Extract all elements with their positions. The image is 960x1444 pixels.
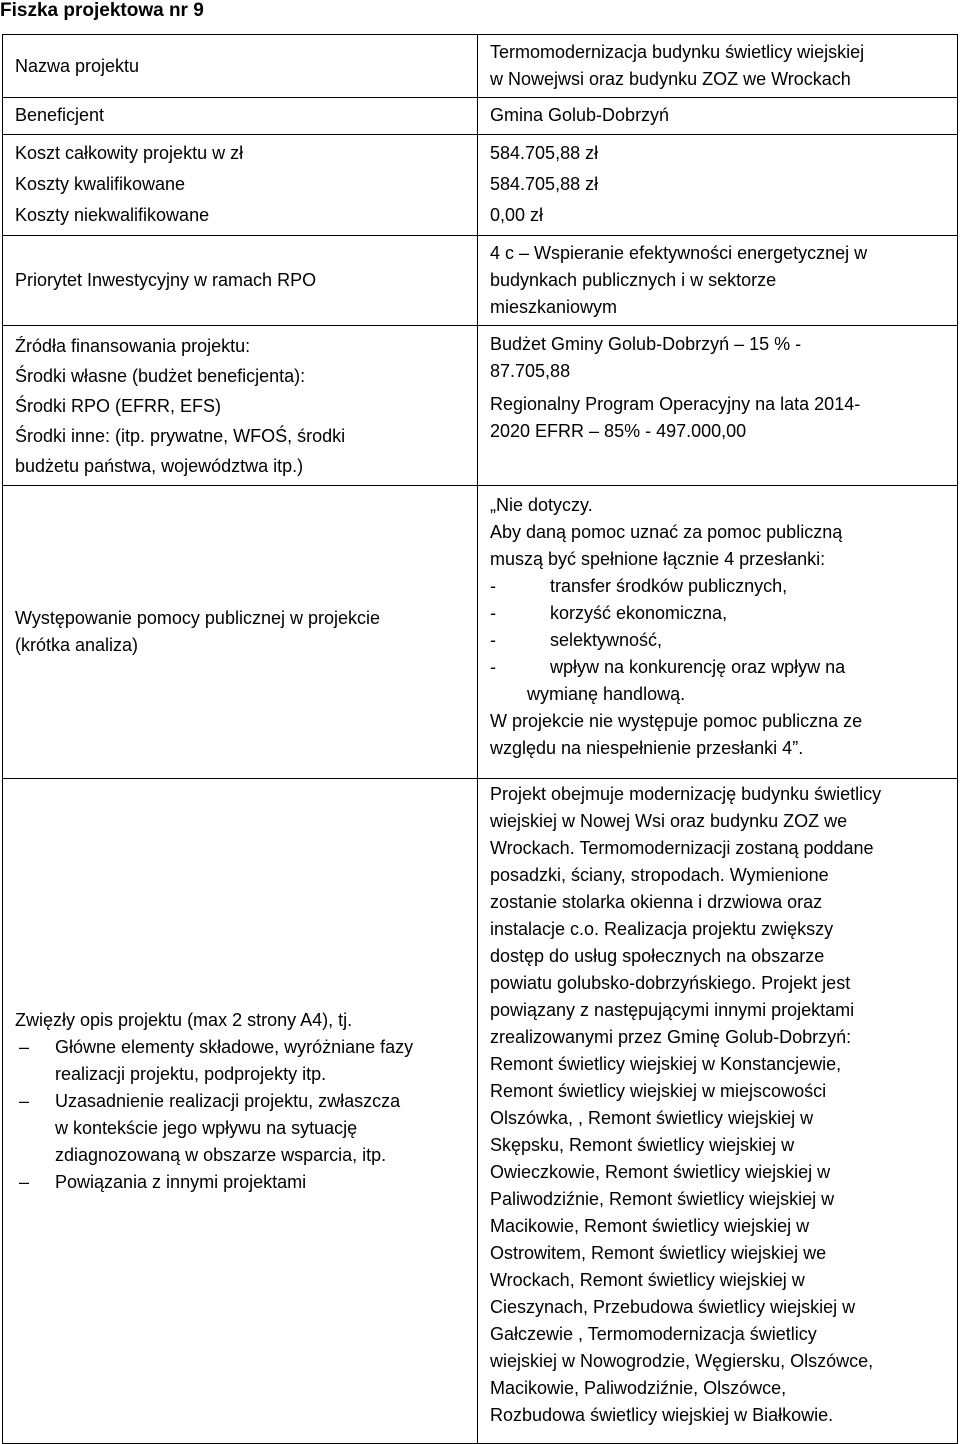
criterion-line: Uzasadnienie realizacji projektu, zwłaszcza	[55, 1091, 401, 1111]
description-line: powiatu golubsko-dobrzyńskiego. Projekt jest	[490, 973, 851, 993]
document-title: Fiszka projektowa nr 9	[0, 0, 204, 21]
state-aid-lead-2: muszą być spełnione łącznie 4 przesłanki:	[490, 549, 826, 569]
description-line: instalacje c.o. Realizacja projektu zwiększy	[490, 919, 834, 939]
description-line: Rozbudowa świetlicy wiejskiej w Białkowie.	[490, 1405, 834, 1425]
description-line: Olszówka, , Remont świetlicy wiejskiej w	[490, 1108, 814, 1128]
row-description	[3, 779, 958, 1444]
criterion-line: zdiagnozowaną w obszarze wsparcia, itp.	[55, 1145, 387, 1165]
bullet-marker: -	[490, 603, 496, 623]
beneficiary-label: Beneficjent	[15, 105, 105, 125]
eligible-cost-label: Koszty kwalifikowane	[15, 174, 186, 194]
description-line: Cieszynach, Przebudowa świetlicy wiejskiej w	[490, 1297, 856, 1317]
eligible-cost-value: 584.705,88 zł	[490, 174, 599, 194]
state-aid-condition-text: selektywność,	[550, 630, 663, 650]
row-funding-sources	[3, 326, 958, 486]
state-aid-lead-1: Aby daną pomoc uznać za pomoc publiczną	[490, 522, 843, 542]
value-cell	[478, 486, 958, 779]
priority-line-1: 4 c – Wspieranie efektywności energetycznej w	[490, 243, 868, 263]
row-beneficiary	[3, 98, 958, 135]
value-cell	[478, 326, 958, 486]
total-cost-label: Koszt całkowity projektu w zł	[15, 143, 244, 163]
funding-label-line-5: budżetu państwa, województwa itp.)	[15, 456, 304, 476]
description-line: Skępsku, Remont świetlicy wiejskiej w	[490, 1135, 795, 1155]
value-cell	[478, 35, 958, 98]
funding-label-line-4: Środki inne: (itp. prywatne, WFOŚ, środki	[15, 426, 346, 446]
description-line: Ostrowitem, Remont świetlicy wiejskiej we	[490, 1243, 827, 1263]
description-line: Gałczewie , Termomodernizacja świetlicy	[490, 1324, 817, 1344]
description-criterion	[15, 1034, 469, 1088]
row-state-aid	[3, 486, 958, 779]
funding-value-line-1: Budżet Gminy Golub-Dobrzyń – 15 % -	[490, 334, 802, 354]
row-priority	[3, 236, 958, 326]
bullet-marker: -	[490, 657, 496, 677]
description-label-title: Zwięzły opis projektu (max 2 strony A4), tj.	[15, 1010, 353, 1030]
label-cell	[3, 98, 478, 135]
description-line: Remont świetlicy wiejskiej w miejscowości	[490, 1081, 827, 1101]
project-name-line-2: w Nowejwsi oraz budynku ZOZ we Wrockach	[490, 69, 851, 89]
description-line: Wrockach. Termomodernizacji zostaną poddane	[490, 838, 874, 858]
description-line: Macikowie, Paliwodziźnie, Olszówce,	[490, 1378, 787, 1398]
description-line: posadzki, ściany, stropodach. Wymienione	[490, 865, 829, 885]
description-line: Macikowie, Remont świetlicy wiejskiej w	[490, 1216, 810, 1236]
criterion-line: realizacji projektu, podprojekty itp.	[55, 1064, 327, 1084]
project-name-label: Nazwa projektu	[15, 55, 140, 76]
label-cell	[3, 486, 478, 779]
funding-value-line-4: 2020 EFRR – 85% - 497.000,00	[490, 421, 747, 441]
label-cell	[3, 236, 478, 326]
description-line: powiązany z następującymi innymi projektami	[490, 1000, 855, 1020]
dash-marker: –	[19, 1091, 30, 1111]
value-cell	[478, 236, 958, 326]
criterion-line: Powiązania z innymi projektami	[55, 1172, 307, 1192]
description-line: wiejskiej w Nowej Wsi oraz budynku ZOZ we	[490, 811, 848, 831]
description-line: Wrockach, Remont świetlicy wiejskiej w	[490, 1270, 805, 1290]
description-line: Remont świetlicy wiejskiej w Konstancjewie,	[490, 1054, 842, 1074]
total-cost-value: 584.705,88 zł	[490, 143, 599, 163]
dash-marker: –	[19, 1172, 30, 1192]
value-cell	[478, 779, 958, 1444]
label-cell	[3, 326, 478, 486]
value-cell	[478, 135, 958, 236]
funding-label-line-1: Źródła finansowania projektu:	[15, 336, 251, 356]
description-line: Paliwodziźnie, Remont świetlicy wiejskiej w	[490, 1189, 835, 1209]
criterion-line: w kontekście jego wpływu na sytuację	[55, 1118, 358, 1138]
funding-label-line-3: Środki RPO (EFRR, EFS)	[15, 396, 222, 416]
label-cell	[3, 779, 478, 1444]
bullet-marker: -	[490, 630, 496, 650]
state-aid-condition	[490, 600, 949, 627]
funding-value-line-2: 87.705,88	[490, 361, 571, 381]
ineligible-cost-label: Koszty niekwalifikowane	[15, 205, 210, 225]
state-aid-condition	[490, 627, 949, 654]
state-aid-label-line-1: Występowanie pomocy publicznej w projekcie	[15, 608, 381, 628]
state-aid-condition-text: wpływ na konkurencję oraz wpływ na	[550, 657, 846, 677]
state-aid-outro-1: W projekcie nie występuje pomoc publiczna ze	[490, 711, 863, 731]
ineligible-cost-value: 0,00 zł	[490, 205, 544, 225]
state-aid-condition-text: transfer środków publicznych,	[550, 576, 788, 596]
state-aid-label-line-2: (krótka analiza)	[15, 635, 139, 655]
row-costs	[3, 135, 958, 236]
priority-line-2: budynkach publicznych i w sektorze	[490, 270, 777, 290]
beneficiary-value: Gmina Golub-Dobrzyń	[490, 105, 670, 125]
description-line: wiejskiej w Nowogrodzie, Węgiersku, Olszówce,	[490, 1351, 874, 1371]
description-criterion	[15, 1088, 469, 1169]
description-line: zostanie stolarka okienna i drzwiowa oraz	[490, 892, 823, 912]
state-aid-intro: „Nie dotyczy.	[490, 495, 593, 515]
state-aid-condition	[490, 654, 949, 681]
label-cell	[3, 35, 478, 98]
criterion-line: Główne elementy składowe, wyróżniane fazy	[55, 1037, 414, 1057]
value-cell	[478, 98, 958, 135]
project-card-table	[2, 34, 958, 1444]
funding-label-line-2: Środki własne (budżet beneficjenta):	[15, 366, 306, 386]
priority-line-3: mieszkaniowym	[490, 297, 618, 317]
state-aid-condition-continuation: wymianę handlową.	[527, 684, 686, 704]
description-line: Owieczkowie, Remont świetlicy wiejskiej w	[490, 1162, 831, 1182]
dash-marker: –	[19, 1037, 30, 1057]
funding-value-line-3: Regionalny Program Operacyjny na lata 2014-	[490, 394, 861, 414]
label-cell	[3, 135, 478, 236]
description-line: dostęp do usług społecznych na obszarze	[490, 946, 825, 966]
state-aid-condition	[490, 573, 949, 600]
row-project-name	[3, 35, 958, 98]
bullet-marker: -	[490, 576, 496, 596]
priority-label: Priorytet Inwestycyjny w ramach RPO	[15, 269, 317, 290]
description-line: Projekt obejmuje modernizację budynku świetlicy	[490, 784, 882, 804]
project-name-line-1: Termomodernizacja budynku świetlicy wiejskiej	[490, 42, 865, 62]
description-text	[478, 779, 957, 1433]
description-line: zrealizowanymi przez Gminę Golub-Dobrzyń:	[490, 1027, 852, 1047]
state-aid-condition-text: korzyść ekonomiczna,	[550, 603, 728, 623]
description-criterion	[15, 1169, 469, 1196]
state-aid-outro-2: względu na niespełnienie przesłanki 4”.	[490, 738, 804, 758]
